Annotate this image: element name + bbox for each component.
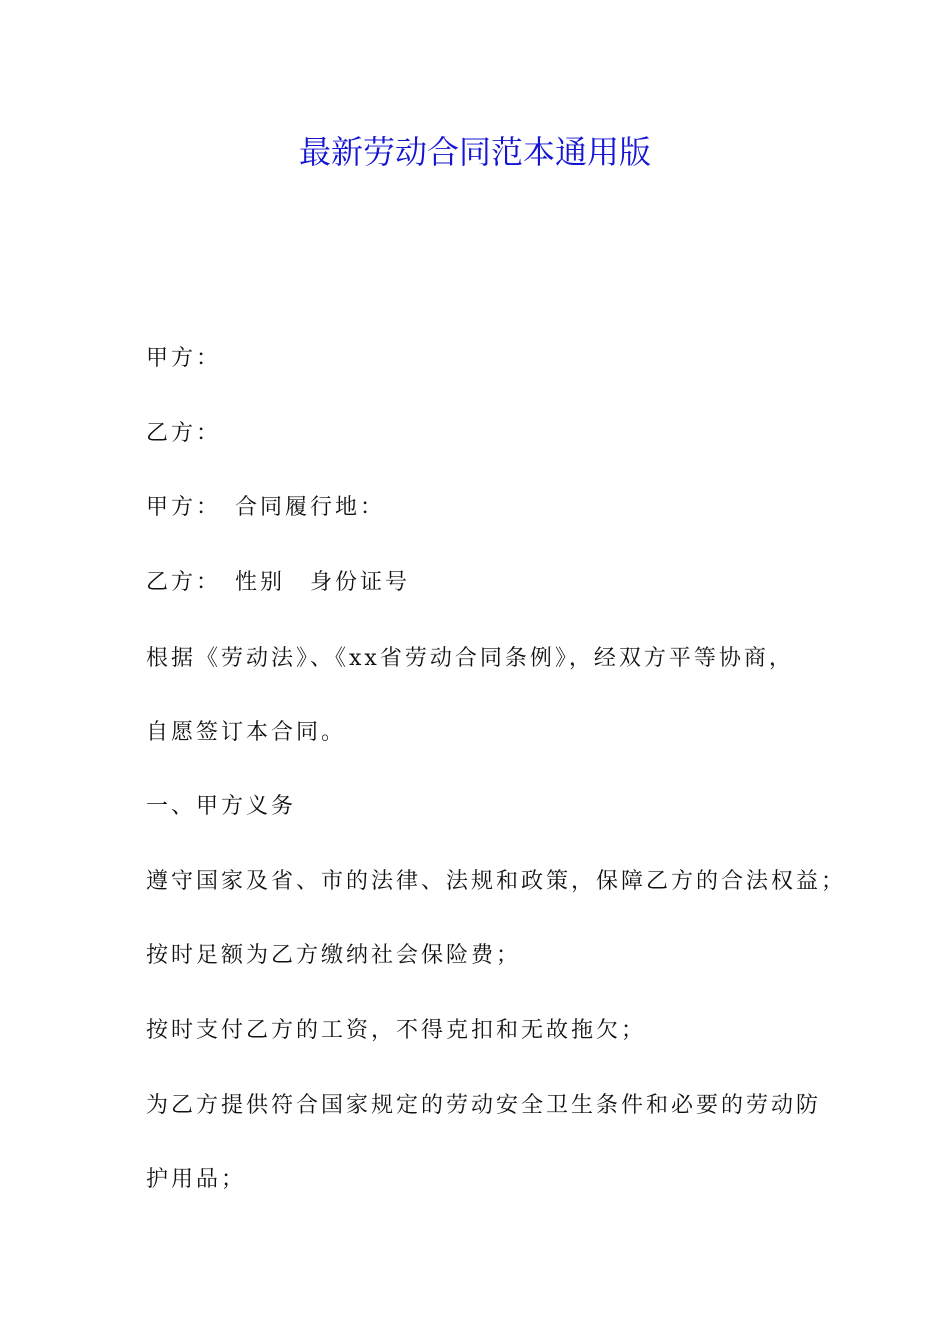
party-b-id-line: 乙方： 性别 身份证号 — [146, 570, 411, 595]
section-heading: 一、甲方义务 — [146, 794, 297, 819]
party-a-place-line: 甲方： 合同履行地： — [146, 495, 386, 520]
preamble-line-2: 自愿签订本合同。 — [146, 720, 347, 745]
obligation-1: 遵守国家及省、市的法律、法规和政策，保障乙方的合法权益； — [146, 869, 847, 894]
obligation-2: 按时足额为乙方缴纳社会保险费； — [146, 943, 522, 968]
preamble-line-1: 根据《劳动法》、《xx省劳动合同条例》，经双方平等协商， — [146, 646, 794, 671]
obligation-4-line-1: 为乙方提供符合国家规定的劳动安全卫生条件和必要的劳动防 — [146, 1093, 822, 1118]
obligation-4-line-2: 护用品； — [146, 1167, 247, 1192]
document-title: 最新劳动合同范本通用版 — [298, 133, 651, 171]
party-a-line: 甲方： — [146, 346, 222, 371]
obligation-3: 按时支付乙方的工资，不得克扣和无故拖欠； — [146, 1018, 647, 1043]
party-b-line: 乙方： — [146, 421, 222, 446]
